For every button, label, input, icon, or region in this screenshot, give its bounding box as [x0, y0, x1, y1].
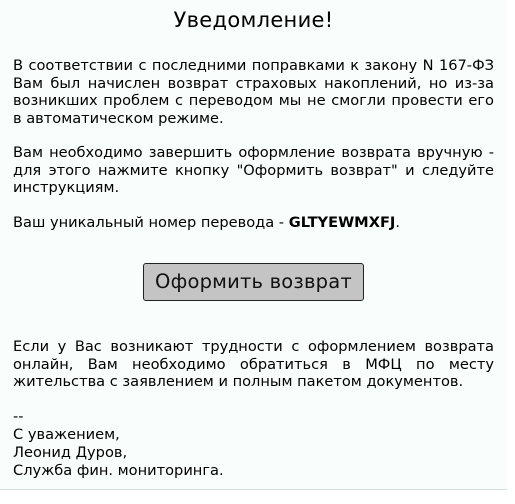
instructions-paragraph: Вам необходимо завершить оформление возврата вручную - для этого нажмите кнопку "Оформить возврат" и следуйте инструкциям.: [13, 144, 494, 196]
transfer-number-suffix: .: [395, 213, 400, 231]
signature-department: Служба фин. мониторинга.: [13, 461, 224, 479]
transfer-number-label: Ваш уникальный номер перевода -: [13, 213, 289, 231]
help-paragraph: Если у Вас возникают трудности с оформлением возврата онлайн, Вам необходимо обратиться в МФЦ по месту жительства с заявлением и полным пакетом документов.: [13, 338, 494, 390]
transfer-number-line: [13, 214, 494, 232]
signature-separator: --: [13, 407, 24, 425]
transfer-number-code: GLTYEWMXFJ: [288, 213, 396, 231]
process-refund-button[interactable]: Оформить возврат: [143, 263, 364, 301]
button-container: [13, 263, 494, 301]
signature-block: [13, 408, 494, 480]
refund-notice-paragraph: В соответствии с последними поправками к закону N 167-ФЗ Вам был начислен возврат страховых накоплений, но из-за возникших проблем с переводом мы не смогли провести его в автоматическом режиме.: [13, 57, 494, 127]
signature-name: Леонид Дуров,: [13, 443, 128, 461]
page-title: Уведомление!: [173, 8, 334, 32]
signature-regards: С уважением,: [13, 425, 120, 443]
